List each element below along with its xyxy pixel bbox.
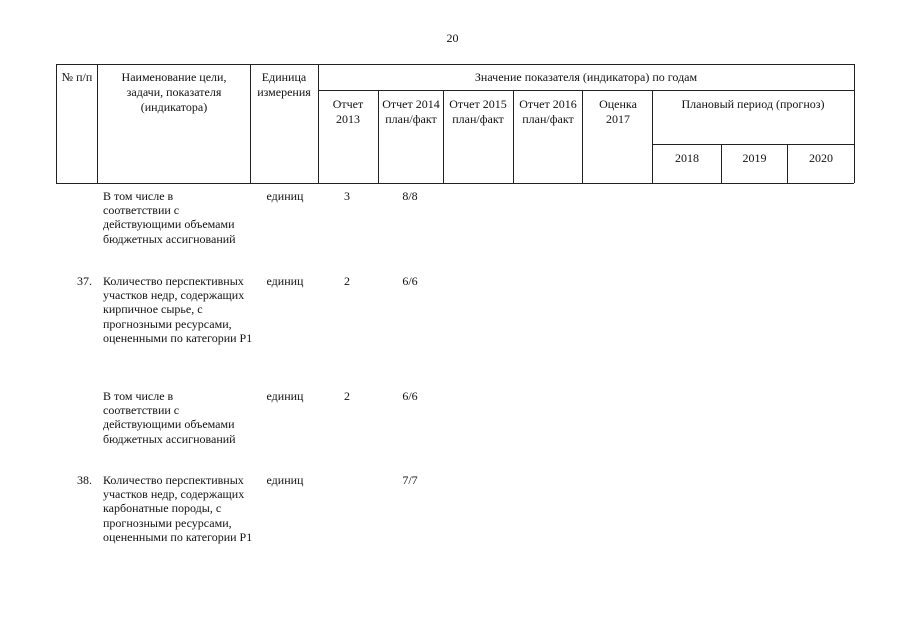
value-2014: 6/6 bbox=[402, 274, 418, 288]
header-plan-period: Плановый период (прогноз) bbox=[681, 97, 825, 111]
indicator-name: В том числе в соответствии с действующими объемами бюджетных ассигнований bbox=[103, 189, 236, 246]
unit: единиц bbox=[266, 189, 304, 203]
value-2013: 3 bbox=[344, 189, 350, 203]
header-col-num: № п/п bbox=[61, 70, 93, 84]
value-2014: 6/6 bbox=[402, 389, 418, 403]
header-report-2016: Отчет 2016 план/факт bbox=[519, 97, 577, 126]
value-2013: 2 bbox=[344, 274, 350, 288]
header-rule-v bbox=[513, 90, 514, 183]
header-rule-v bbox=[56, 64, 57, 183]
header-sub-rule bbox=[318, 90, 854, 91]
header-estimate-2017: Оценка 2017 bbox=[599, 97, 637, 126]
header-rule-v bbox=[97, 64, 98, 183]
unit: единиц bbox=[266, 473, 304, 487]
header-col-unit: Единица измерения bbox=[257, 70, 311, 99]
header-col-values: Значение показателя (индикатора) по годам bbox=[474, 70, 698, 84]
unit: единиц bbox=[266, 389, 304, 403]
header-year-2018: 2018 bbox=[675, 151, 699, 165]
header-rule-v bbox=[443, 90, 444, 183]
indicator-name: Количество перспективных участков недр, содержащих кирпичное сырье, с прогнозными ресурсами, оцененными по категории Р1 bbox=[103, 274, 253, 345]
indicator-name: Количество перспективных участков недр, содержащих карбонатные породы, с прогнозными ресурсами, оцененными по категории Р1 bbox=[103, 473, 253, 544]
header-plan-rule bbox=[652, 144, 854, 145]
header-rule-v bbox=[582, 90, 583, 183]
value-2013: 2 bbox=[344, 389, 350, 403]
header-rule-v bbox=[854, 64, 855, 183]
header-year-2019: 2019 bbox=[742, 151, 767, 165]
header-report-2014: Отчет 2014 план/факт bbox=[382, 97, 440, 126]
header-year-2020: 2020 bbox=[809, 151, 833, 165]
unit: единиц bbox=[266, 274, 304, 288]
header-report-2013: Отчет 2013 bbox=[332, 97, 364, 126]
row-number: 38. bbox=[77, 473, 92, 487]
header-col-name: Наименование цели, задачи, показателя (индикатора) bbox=[121, 70, 227, 114]
header-rule-v bbox=[378, 90, 379, 183]
page-number: 20 bbox=[446, 31, 459, 45]
header-report-2015: Отчет 2015 план/факт bbox=[449, 97, 507, 126]
value-2014: 8/8 bbox=[402, 189, 418, 203]
header-bottom-rule bbox=[56, 183, 854, 184]
header-top-rule bbox=[56, 64, 854, 65]
indicator-name: В том числе в соответствии с действующими объемами бюджетных ассигнований bbox=[103, 389, 236, 446]
value-2014: 7/7 bbox=[402, 473, 418, 487]
row-number: 37. bbox=[77, 274, 92, 288]
